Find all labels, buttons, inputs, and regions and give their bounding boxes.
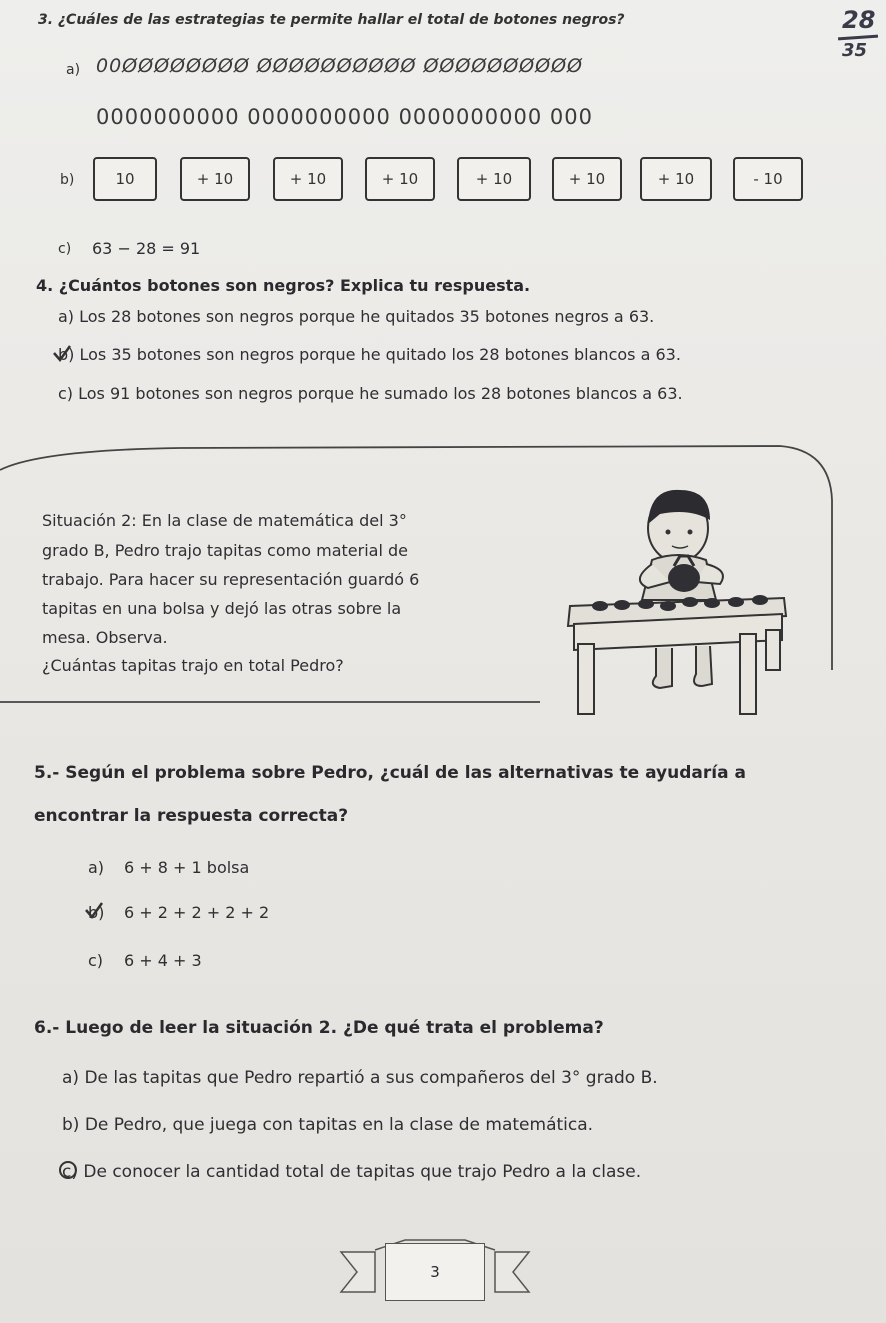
situation-line-4: tapitas en una bolsa y dejó las otras sobre la [42,599,402,618]
q3-b-box-2: + 10 [180,157,250,201]
situation-line-1: Situación 2: En la clase de matemática del 3° [42,511,407,530]
q4-option-b: b) Los 35 botones son negros porque he quitado los 28 botones blancos a 63. [58,345,681,364]
question-3-title: 3. ¿Cuáles de las estrategias te permite hallar el total de botones negros? [38,12,625,28]
q6-option-b: b) De Pedro, que juega con tapitas en la clase de matemática. [62,1115,594,1135]
margin-note-top: 28 [842,6,876,34]
q6-option-c: c) De conocer la cantidad total de tapitas que trajo Pedro a la clase. [62,1162,642,1182]
q5-option-a-label: a) [88,858,105,877]
q3-b-box-3: + 10 [273,157,343,201]
q3-b-box-1: 10 [93,157,157,201]
margin-note [828,2,886,72]
check-mark-icon [84,900,104,920]
q3-a-crossed-buttons: 00ØØØØØØØØ ØØØØØØØØØØ ØØØØØØØØØØ [96,55,583,77]
margin-note-bottom: 35 [842,40,868,61]
check-mark-icon [52,343,72,363]
situation-question: ¿Cuántas tapitas trajo en total Pedro? [42,656,344,675]
q3-b-box-6: + 10 [552,157,622,201]
q6-option-a: a) De las tapitas que Pedro repartió a sus compañeros del 3° grado B. [62,1068,658,1088]
page-number: 3 [385,1243,485,1301]
q3-a-label: a) [66,62,81,78]
q3-b-box-8: - 10 [733,157,803,201]
q5-option-a-text: 6 + 8 + 1 bolsa [124,858,250,877]
q4-option-c: c) Los 91 botones son negros porque he sumado los 28 botones blancos a 63. [58,384,683,403]
q3-c-expression: 63 − 28 = 91 [92,239,201,258]
situation-line-2: grado B, Pedro trajo tapitas como material de [42,541,408,560]
q5-option-b-text: 6 + 2 + 2 + 2 + 2 [124,903,270,922]
question-5-line-2: encontrar la respuesta correcta? [34,806,349,826]
situation-line-5: mesa. Observa. [42,628,168,647]
q3-b-box-5: + 10 [457,157,531,201]
q5-option-c-label: c) [88,951,104,970]
q3-b-box-7: + 10 [640,157,712,201]
q3-b-box-4: + 10 [365,157,435,201]
q3-c-label: c) [58,241,72,257]
q3-b-label: b) [60,172,75,188]
question-5-line-1: 5.- Según el problema sobre Pedro, ¿cuál de las alternativas te ayudaría a [34,763,746,783]
question-4-title: 4. ¿Cuántos botones son negros? Explica tu respuesta. [36,276,531,295]
q5-option-b-label: b) [88,903,105,922]
boy-with-caps-illustration [560,480,800,720]
q3-a-white-buttons: 0000000000 0000000000 0000000000 000 [96,105,593,129]
situation-line-3: trabajo. Para hacer su representación guardó 6 [42,570,420,589]
circle-mark-icon [58,1160,78,1180]
q4-option-a: a) Los 28 botones son negros porque he quitados 35 botones negros a 63. [58,307,655,326]
q5-option-c-text: 6 + 4 + 3 [124,951,202,970]
question-6-title: 6.- Luego de leer la situación 2. ¿De qué trata el problema? [34,1018,604,1038]
